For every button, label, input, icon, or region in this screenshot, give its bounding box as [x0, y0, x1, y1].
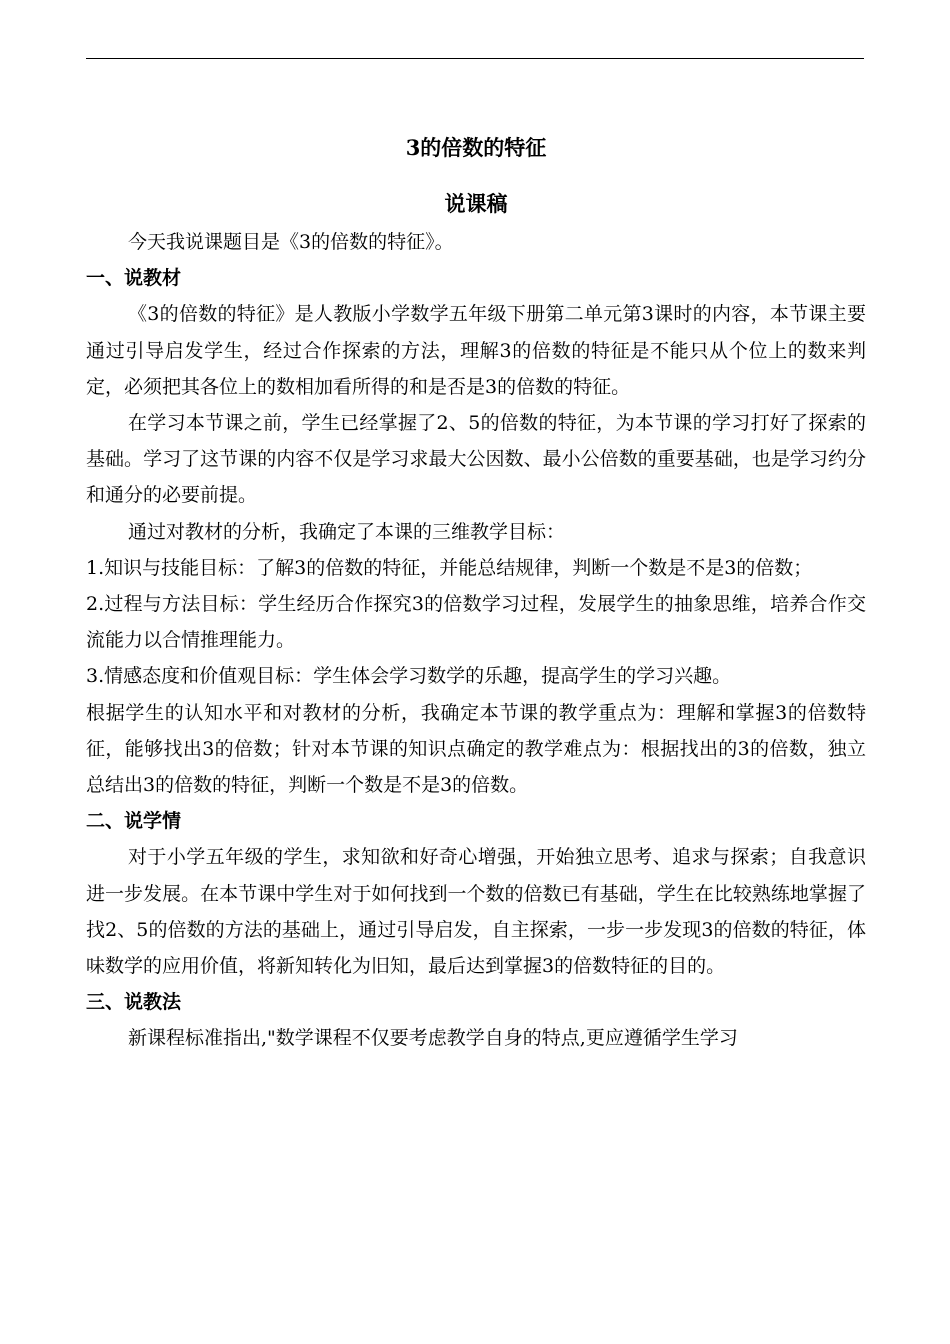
- goal-knowledge: 1.知识与技能目标：了解3的倍数的特征，并能总结规律，判断一个数是不是3的倍数；: [86, 556, 813, 579]
- section-heading-textbook: 一、说教材: [86, 267, 182, 290]
- goal-attitude: 3.情感态度和价值观目标：学生体会学习数学的乐趣，提高学生的学习兴趣。: [86, 665, 732, 688]
- document-title: 3的倍数的特征: [405, 135, 547, 160]
- textbook-paragraph-3: 通过对教材的分析，我确定了本课的三维教学目标：: [128, 520, 566, 543]
- methods-paragraph: 新课程标准指出,"数学课程不仅要考虑教学自身的特点,更应遵循学生学习: [128, 1027, 738, 1050]
- textbook-paragraph-1: 《3的倍数的特征》是人教版小学数学五年级下册第二单元第3课时的内容，本节课主要通过引导启发学生，经过合作探索的方法，理解3的倍数的特征是不能只从个位上的数来判定，必须把其各位上的数相加看所得的和是否是3的倍数的特征。: [86, 303, 866, 398]
- key-points-paragraph: 根据学生的认知水平和对教材的分析，我确定本节课的教学重点为：理解和掌握3的倍数特征，能够找出3的倍数；针对本节课的知识点确定的教学难点为：根据找出的3的倍数，独立总结出3的倍数的特征，判断一个数是不是3的倍数。: [86, 701, 866, 797]
- section-heading-methods: 三、说教法: [86, 991, 182, 1014]
- header-rule: [86, 58, 864, 59]
- students-paragraph: 对于小学五年级的学生，求知欲和好奇心增强，开始独立思考、追求与探索；自我意识进一步发展。在本节课中学生对于如何找到一个数的倍数已有基础，学生在比较熟练地掌握了找2、5的倍数的方法的基础上，通过引导启发，自主探索，一步一步发现3的倍数的特征，体味数学的应用价值，将新知转化为旧知，最后达到掌握3的倍数特征的目的。: [86, 846, 866, 978]
- textbook-paragraph-2: 在学习本节课之前，学生已经掌握了2、5的倍数的特征，为本节课的学习打好了探索的基础。学习了这节课的内容不仅是学习求最大公因数、最小公倍数的重要基础，也是学习约分和通分的必要前提。: [86, 412, 866, 507]
- section-heading-students: 二、说学情: [86, 810, 182, 833]
- document-subtitle: 说课稿: [444, 191, 508, 216]
- goal-process: 2.过程与方法目标：学生经历合作探究3的倍数学习过程，发展学生的抽象思维，培养合作交流能力以合情推理能力。: [86, 593, 866, 652]
- intro-paragraph: 今天我说课题目是《3的倍数的特征》。: [128, 231, 454, 253]
- document-body: [86, 128, 866, 1057]
